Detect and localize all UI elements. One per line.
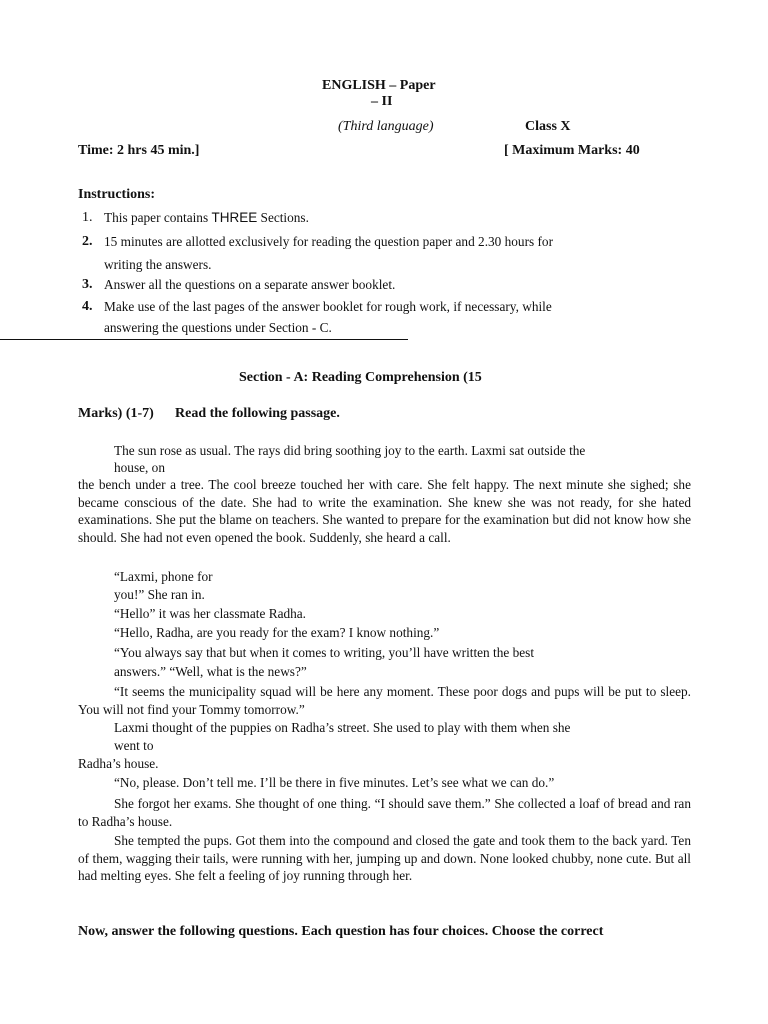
section-a-marks: Marks) (1-7) xyxy=(78,406,154,421)
paper-title-number: – II xyxy=(371,94,393,109)
instruction-text-continued: writing the answers. xyxy=(104,257,212,272)
dialogue-line: “Hello, Radha, are you ready for the exam? I know nothing.” xyxy=(114,625,440,640)
dialogue-line: answers.” “Well, what is the news?” xyxy=(114,664,307,679)
dialogue-line: “Hello” it was her classmate Radha. xyxy=(114,606,306,621)
instruction-text xyxy=(104,210,309,226)
passage-paragraph: “It seems the municipality squad will be here any moment. These poor dogs and pups will be put to sleep. You will not find your Tommy tomorrow.” xyxy=(78,684,691,717)
instruction-text-part: Sections. xyxy=(257,210,309,225)
language-label: (Third language) xyxy=(338,119,434,134)
passage-line: Laxmi thought of the puppies on Radha’s street. She used to play with them when she xyxy=(114,720,571,735)
dialogue-line: “Laxmi, phone for xyxy=(114,569,213,584)
time-label: Time: 2 hrs 45 min.] xyxy=(78,143,200,158)
instruction-text: Answer all the questions on a separate answer booklet. xyxy=(104,277,396,292)
instruction-emphasis: THREE xyxy=(211,210,258,225)
passage-paragraph: She forgot her exams. She thought of one thing. “I should save them.” She collected a loaf of bread and ran to Radha’s house. xyxy=(78,796,691,829)
instruction-text-part: This paper contains xyxy=(104,210,212,225)
passage-line: Radha’s house. xyxy=(78,756,159,771)
instruction-text: 15 minutes are allotted exclusively for reading the question paper and 2.30 hours for xyxy=(104,234,554,249)
passage-line: The sun rose as usual. The rays did bring soothing joy to the earth. Laxmi sat outside the xyxy=(114,443,586,458)
paper-title: ENGLISH – Paper xyxy=(322,78,436,93)
instruction-text: Make use of the last pages of the answer booklet for rough work, if necessary, while xyxy=(104,299,552,314)
dialogue-line: “No, please. Don’t tell me. I’ll be there in five minutes. Let’s see what we can do.” xyxy=(114,775,555,790)
section-divider xyxy=(0,339,408,340)
passage-line: house, on xyxy=(114,460,165,475)
instruction-number: 3. xyxy=(82,277,93,292)
instruction-number: 1. xyxy=(82,210,93,225)
max-marks-label: [ Maximum Marks: 40 xyxy=(504,143,640,158)
class-label: Class X xyxy=(525,119,571,134)
passage-line: went to xyxy=(114,738,154,753)
questions-instruction: Now, answer the following questions. Each question has four choices. Choose the correct xyxy=(78,924,604,939)
instruction-number: 4. xyxy=(82,299,93,314)
instructions-heading: Instructions: xyxy=(78,187,156,202)
instruction-text-continued: answering the questions under Section - C. xyxy=(104,320,332,335)
passage-paragraph: She tempted the pups. Got them into the compound and closed the gate and took them to the back yard. Ten of them, wagging their tails, were running with her, jumping up and down. None looked chubby, none cute. But all had melting eyes. She felt a feeling of joy running through her. xyxy=(78,833,691,884)
dialogue-line: “You always say that but when it comes to writing, you’ll have written the best xyxy=(114,645,535,660)
dialogue-line: you!” She ran in. xyxy=(114,587,205,602)
passage-paragraph: the bench under a tree. The cool breeze touched her with care. She felt happy. The next minute she sighed; she became conscious of the date. She had to write the examination. She knew she was not ready, for she hated examinations. She put the blame on teachers. She wanted to prepare for the examination but did not know how she should. She had not even opened the book. Suddenly, she heard a call. xyxy=(78,477,691,545)
section-a-heading: Section - A: Reading Comprehension (15 xyxy=(239,370,482,385)
section-a-instruction: Read the following passage. xyxy=(175,406,340,421)
instruction-number: 2. xyxy=(82,234,93,249)
